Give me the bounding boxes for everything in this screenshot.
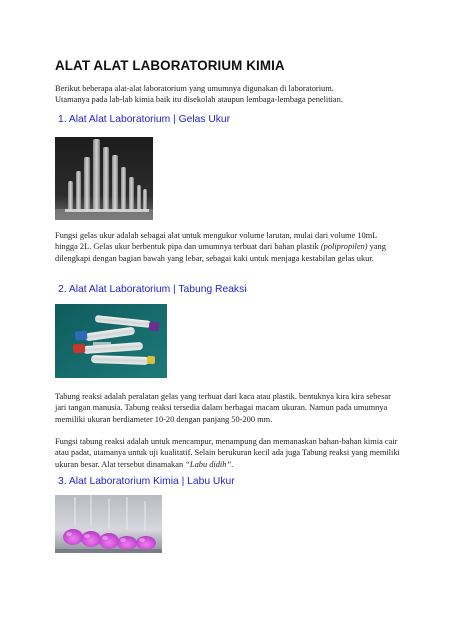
gelas-ukur-text-2: yang dilengkapi dengan bagian bawah yang lebar, sebagai kaki untuk menjaga kestabilan gelas ukur. (55, 242, 386, 263)
section-heading-gelas-ukur: 1. Alat Alat Laboratorium | Gelas Ukur (58, 114, 231, 125)
tabung-reaksi-text-main: Fungsi tabung reaksi adalah untuk mencampur, menampung dan memanaskan bahan-bahan kimia cair atau padat, utamanya untuk uji kualitatif. Selain berukuran kecil ada juga Tabung reaksi yang memiliki ukuran besar. Alat tersebut dinamakan (55, 437, 400, 469)
gelas-ukur-description (55, 230, 400, 264)
labu-didih-term: “Labu didih” (185, 459, 232, 469)
gelas-ukur-text-1: Fungsi gelas ukur adalah sebagai alat untuk mengukur volume larutan, mulai dari volume 10mL hingga 2L. Gelas ukur berbentuk pipa dan umumnya terbuat dari bahan plastik (55, 231, 378, 252)
labu-ukur-photo (55, 495, 162, 553)
gelas-ukur-photo (55, 137, 153, 220)
gelas-ukur-material: (polipropilen) (320, 242, 368, 252)
tabung-reaksi-text-end: . (231, 459, 234, 469)
intro-line-1: Berikut beberapa alat-alat laboratorium yang umumnya digunakan di laboratorium. (55, 84, 334, 93)
section-heading-labu-ukur: 3. Alat Laboratorium Kimia | Labu Ukur (58, 476, 235, 487)
intro-line-2: Utamanya pada lab-lab kimia baik itu disekolah ataupun lembaga-lembaga penelitian. (55, 95, 343, 105)
tabung-reaksi-description-2 (55, 436, 400, 470)
page-title: ALAT ALAT LABORATORIUM KIMIA (55, 58, 285, 73)
tabung-reaksi-description-1: Tabung reaksi adalah peralatan gelas yang terbuat dari kaca atau plastik. bentuknya kira kira sebesar jari tangan manusia. Tabung reaksi tersedia dalam berbagai macam ukuran. Namun pada umumnya memiliki ukuran berdiameter 10-20 dengan panjang 50-200 mm. (55, 392, 391, 424)
tabung-reaksi-photo (55, 304, 167, 378)
intro-paragraph (55, 83, 400, 106)
section-heading-tabung-reaksi: 2. Alat Alat Laboratorium | Tabung Reaksi (58, 284, 247, 295)
